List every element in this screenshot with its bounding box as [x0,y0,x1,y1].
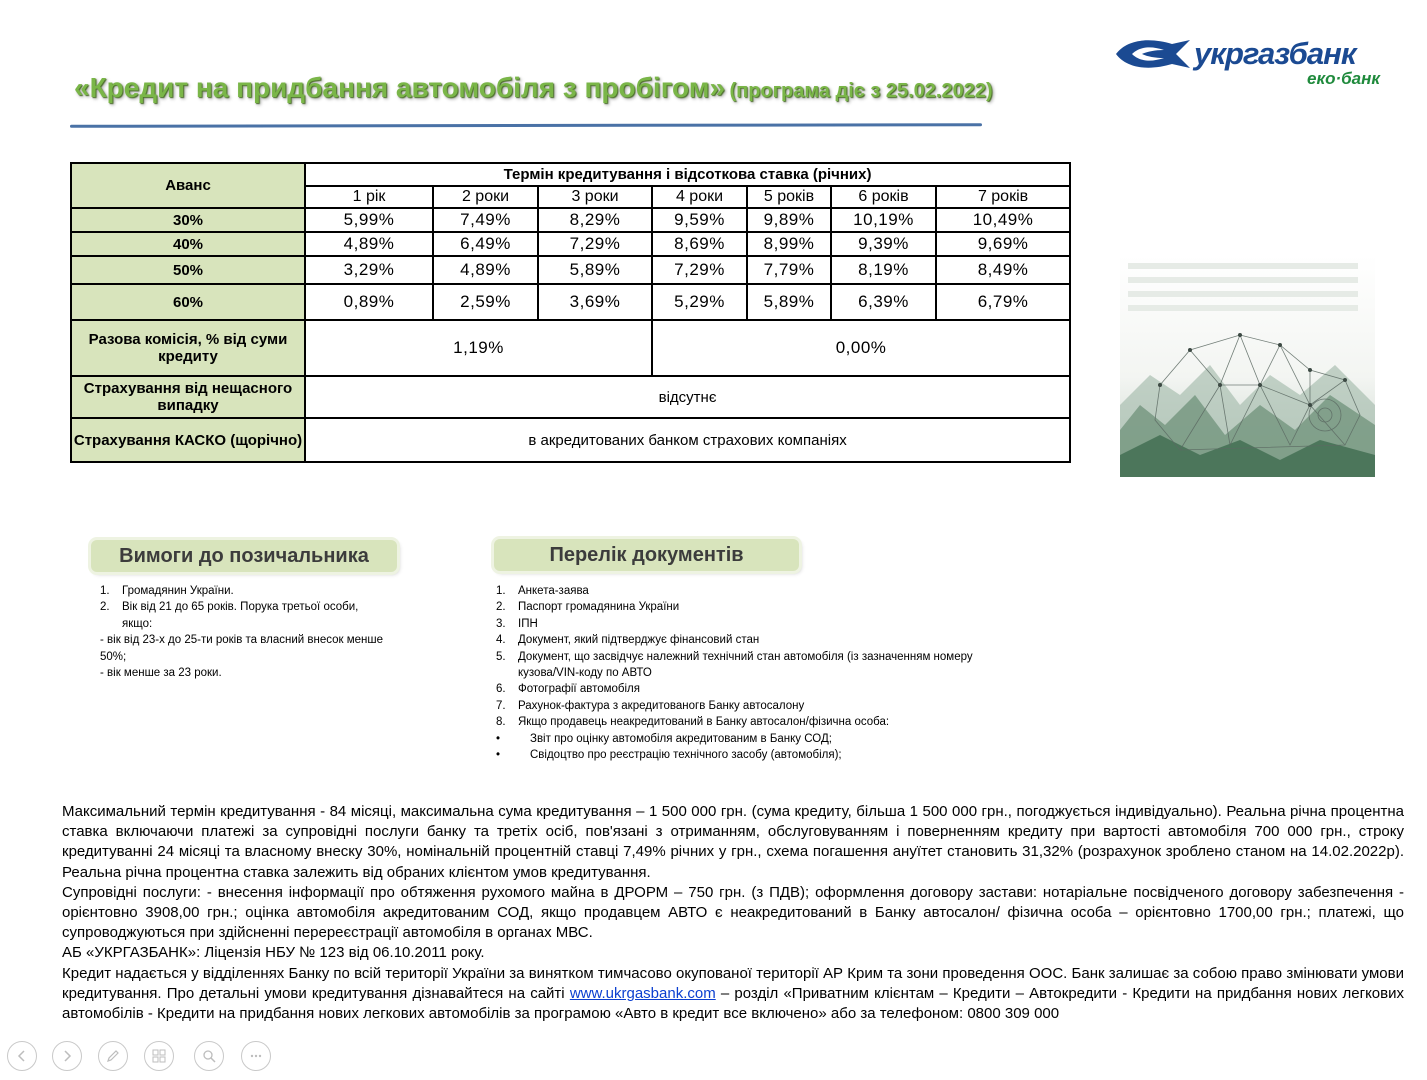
list-item: 6. Фотографії автомобіля [496,681,1056,697]
term-col: 6 років [831,186,936,208]
requirements-list [100,583,400,681]
rate-cell: 3,29% [305,256,433,284]
term-header: Термін кредитування і відсоткова ставка (річних) [305,163,1070,186]
rate-cell: 0,89% [305,284,433,320]
rate-cell: 6,79% [936,284,1070,320]
list-item: 8. Якщо продавець неакредитований в Банку автосалон/фізична особа: [496,714,1056,730]
rate-cell: 5,89% [747,284,831,320]
commission-label: Разова комісія, % від суми кредиту [71,320,305,376]
advance-cell: 40% [71,232,305,256]
rate-cell: 8,69% [652,232,747,256]
rate-cell: 9,89% [747,208,831,232]
requirements-header: Вимоги до позичальника [91,540,397,572]
logo-flame-icon [1112,36,1192,72]
advance-cell: 30% [71,208,305,232]
rate-cell: 4,89% [305,232,433,256]
terms-paragraph: Супровідні послуги: - внесення інформації про обтяження рухомого майна в ДРОРМ – 750 грн. (з ПДВ); оформлення договору застави: нотаріальне посвідченого договору забезпечення - орієнтовно 3908,00 грн.; оцінка автомобіля акредитованим СОД, якщо продавцем АВТО є неакредитований в Банку автосалон/ фізична особа – орієнтовно 1700,00 грн.; платежі, що супроводжуються при здійсненні перереєстрації автомобіля в органах МВС. [62,883,1404,942]
terms-paragraph [62,964,1404,1025]
list-item: 4. Документ, який підтверджує фінансовий стан [496,632,1056,648]
more-icon[interactable] [241,1041,271,1071]
term-col: 7 років [936,186,1070,208]
term-col: 2 роки [433,186,538,208]
terms-text-part: – розділ «Приватним клієнтам – Кредити – Автокредити - Кредити на придбання нових легкових автомобілів - Кредити на придбання нових легкових автомобілів за програмою «Авто в кредит все включено» або за телефоном: 0800 309 000 [62,984,1404,1023]
accident-insurance-value: відсутнє [305,376,1070,418]
list-item: 2. Паспорт громадянина України [496,599,1056,615]
pen-icon[interactable] [98,1041,128,1071]
list-item-text: Громадянин України. [122,585,234,597]
bullet-item: • Звіт про оцінку автомобіля акредитованим в Банку СОД; [496,731,1056,747]
table-row [71,284,1070,320]
rate-cell: 7,79% [747,256,831,284]
rate-cell: 7,29% [652,256,747,284]
list-item-text: Фотографії автомобіля [518,683,640,696]
list-note: - вік від 23-х до 25-ти років та власний внесок менше 50%; [100,634,383,663]
kasko-value: в акредитованих банком страхових компаніях [305,418,1070,462]
list-item-text: Анкета-заява [518,585,589,597]
list-item: 5. Документ, що засвідчує належний технічний стан автомобіля (із зазначенням номеру кузова/VIN-коду по АВТО [496,649,1056,682]
page-title [74,72,993,104]
list-item-text: Документ, що засвідчує належний технічний стан автомобіля (із зазначенням номеру кузова/VIN-коду по АВТО [518,650,973,680]
advance-header: Аванс [71,163,305,208]
title-underline [70,123,982,128]
rates-table [70,162,1071,463]
table-row [71,256,1070,284]
rate-cell: 9,59% [652,208,747,232]
rate-cell: 9,39% [831,232,936,256]
term-col: 5 років [747,186,831,208]
title-main: «Кредит на придбання автомобіля з пробігом» [74,72,726,103]
title-subtitle: (програма діє з 25.02.2022) [729,80,993,102]
documents-header: Перелік документів [494,539,799,571]
rate-cell: 6,39% [831,284,936,320]
rate-cell: 2,59% [433,284,538,320]
rate-cell: 6,49% [433,232,538,256]
website-link[interactable]: www.ukrgasbank.com [569,984,716,1002]
license-paragraph: АБ «УКРГАЗБАНК»: Ліцензія НБУ № 123 від 06.10.2011 року. [62,944,485,962]
list-item: 3. ІПН [496,616,1056,632]
kasko-row [71,418,1070,462]
list-note: - вік менше за 23 роки. [100,667,222,680]
kasko-label: Страхування КАСКО (щорічно) [71,418,305,462]
commission-row [71,320,1070,376]
rate-cell: 5,99% [305,208,433,232]
rate-cell: 4,89% [433,256,538,284]
terms-text-part: Кредит надається у відділеннях Банку по всій території України за винятком тимчасово окупованої території АР Крим та зони проведення ООС. Банк залишає за собою право змінювати умови кредитування. Про детальні умови кредитування дізнавайтеся на сайті [62,964,1404,1002]
rate-cell: 7,29% [538,232,652,256]
term-col: 3 роки [538,186,652,208]
logo-wordmark: укргазбанк [1194,36,1356,71]
previous-icon[interactable] [7,1041,37,1071]
rate-cell: 8,99% [747,232,831,256]
car-illustration [1120,255,1375,477]
rate-cell: 5,29% [652,284,747,320]
slides-icon[interactable] [144,1041,174,1071]
rate-cell: 8,29% [538,208,652,232]
rate-cell: 10,19% [831,208,936,232]
accident-row [71,376,1070,418]
rate-cell: 10,49% [936,208,1070,232]
table-row [71,232,1070,256]
list-item-text: Рахунок-фактура з акредитованогв Банку автосалону [518,699,805,712]
list-item: 1. Анкета-заява [496,583,1056,599]
list-item: 1. Громадянин України. [100,583,400,599]
bullet-item: • Свідоцтво про реєстрацію технічного засобу (автомобіля); [496,747,1056,763]
terms-text [62,802,1404,1024]
terms-paragraph: Максимальний термін кредитування - 84 місяці, максимальна сума кредитування – 1 500 000 грн. (сума кредиту, більша 1 500 000 грн., погоджується індивідуально). Реальна річна процентна ставка включаючи платежі за супровідні послуги банку та третіх осіб, пов'язані з отриманням, обслуговуванням і поверненням кредиту при вартості автомобіля 700 000 грн., строку кредитуванні 24 місяці та власному внеску 30%, номінальній процентній ставці 7,49% річних у грн., схема погашення ануїтет становить 31,32% (розрахунок зроблено станом на 14.02.2022р). Реальна річна процентна ставка залежить від обраних клієнтом умов кредитування. [62,803,1404,881]
rate-cell: 7,49% [433,208,538,232]
commission-value: 1,19% [305,320,652,376]
term-col: 1 рік [305,186,433,208]
accident-insurance-label: Страхування від нещасного випадку [71,376,305,418]
list-item: 7. Рахунок-фактура з акредитованогв Банку автосалону [496,698,1056,714]
list-item-text: Вік від 21 до 65 років. Порука третьої особи, якщо: [122,601,359,630]
list-item-text: ІПН [518,617,538,630]
next-icon[interactable] [52,1041,82,1071]
advance-cell: 50% [71,256,305,284]
rate-cell: 9,69% [936,232,1070,256]
bullet-text: Свідоцтво про реєстрацію технічного засобу (автомобіля); [530,749,842,762]
list-item-text: Паспорт громадянина України [518,601,680,614]
documents-list [496,583,1056,763]
rate-cell: 3,69% [538,284,652,320]
term-col: 4 роки [652,186,747,208]
list-item-text: Документ, який підтверджує фінансовий стан [518,634,760,647]
bank-logo [1112,36,1384,96]
list-item: 2. Вік від 21 до 65 років. Порука третьої особи, якщо: [100,599,400,632]
list-item-text: Якщо продавець неакредитований в Банку автосалон/фізична особа: [518,716,890,729]
bullet-text: Звіт про оцінку автомобіля акредитованим в Банку СОД; [530,732,832,745]
rate-cell: 5,89% [538,256,652,284]
rate-cell: 8,49% [936,256,1070,284]
advance-cell: 60% [71,284,305,320]
commission-value: 0,00% [652,320,1070,376]
table-row [71,208,1070,232]
zoom-icon[interactable] [194,1041,224,1071]
rate-cell: 8,19% [831,256,936,284]
logo-eco-mark: еко·банк [1307,69,1380,88]
